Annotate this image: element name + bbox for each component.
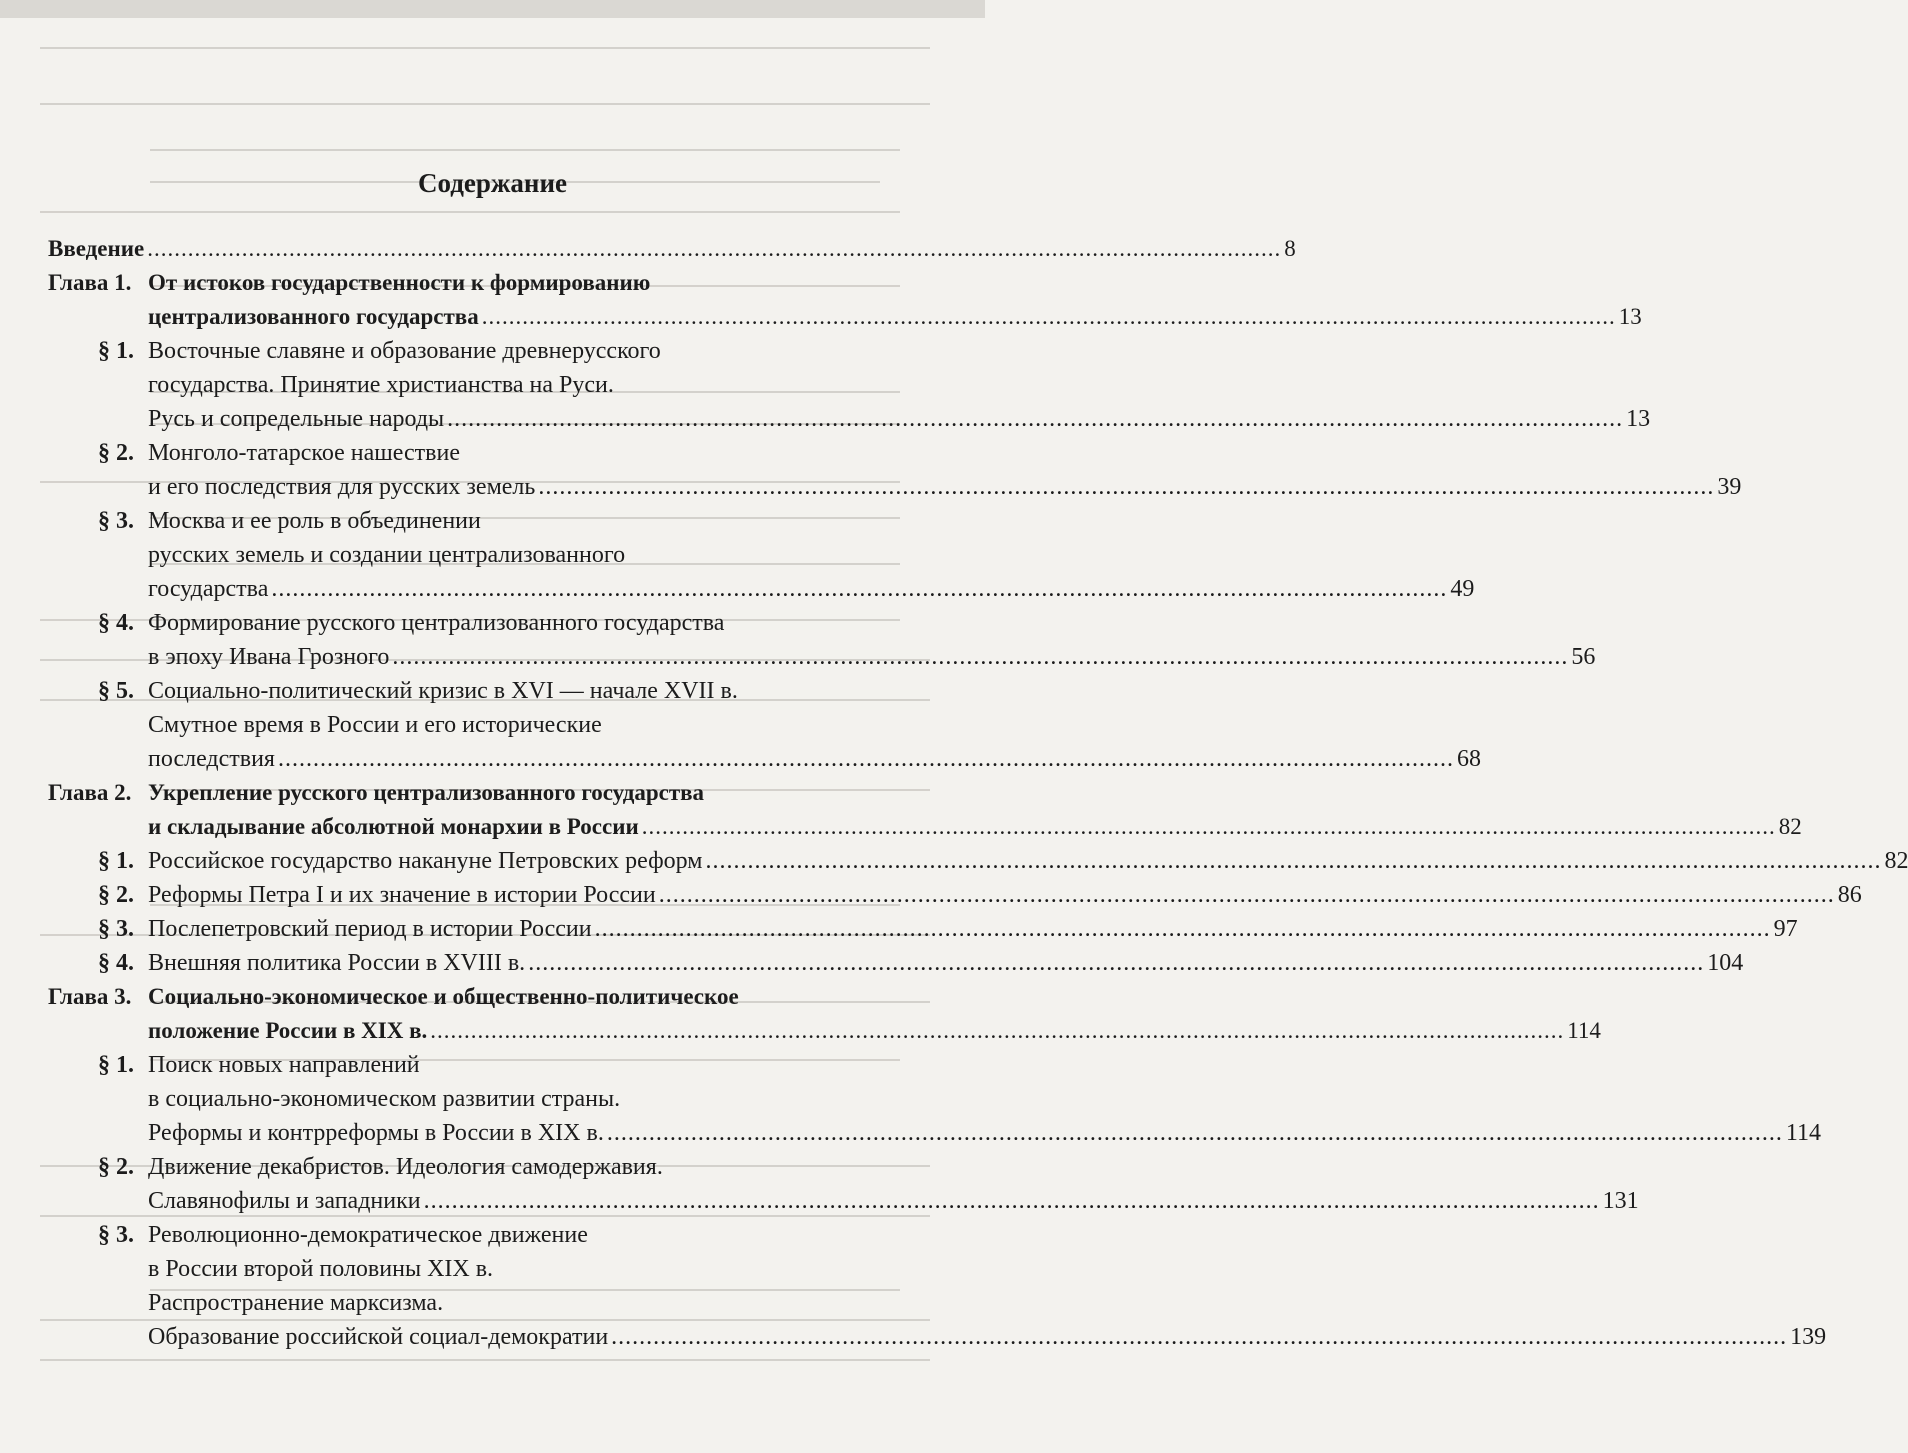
entry-last-line xyxy=(148,878,1862,912)
entry-title-text: Внешняя политика России в XVIII в. xyxy=(148,950,526,976)
section-body xyxy=(148,878,1862,912)
entry-last-line xyxy=(148,470,1742,504)
entry-title-line: От истоков государственности к формированию xyxy=(148,270,651,295)
dot-leader xyxy=(271,572,1447,606)
entry-title-text: Реформы и контрреформы в России в XIX в. xyxy=(148,1120,604,1146)
entry-title-text: и складывание абсолютной монархии в России xyxy=(148,814,639,839)
entry-last-line xyxy=(148,912,1798,946)
page-number: 82 xyxy=(1884,848,1908,874)
entry-title-text: положение России в XIX в. xyxy=(148,1018,428,1043)
dot-leader xyxy=(595,912,1771,946)
section-body xyxy=(148,606,1596,674)
entry-title-line: Социально-политический кризис в XVI — начале XVII в. xyxy=(148,678,738,704)
entry-title-line: в социально-экономическом развитии страны. xyxy=(148,1086,621,1112)
page-number: 82 xyxy=(1778,814,1802,839)
entry-title-line: Монголо-татарское нашествие xyxy=(148,440,460,466)
section-body xyxy=(148,334,1651,436)
chapter-body xyxy=(148,266,1642,334)
section-body xyxy=(148,946,1744,980)
page-number: 131 xyxy=(1602,1188,1639,1214)
entry-title-line: государства. Принятие христианства на Руси. xyxy=(148,372,614,398)
entry-title-line: Социально-экономическое и общественно-политическое xyxy=(148,984,739,1009)
chapter-body xyxy=(148,776,1802,844)
chapter-row xyxy=(48,980,1601,1048)
entry-title-text: Реформы Петра I и их значение в истории России xyxy=(148,882,656,908)
dot-leader xyxy=(482,300,1616,334)
toc-entry[interactable] xyxy=(48,912,1798,946)
section-number: § 2. xyxy=(98,440,134,466)
page-number: 68 xyxy=(1456,746,1481,772)
entry-last-line xyxy=(148,402,1651,436)
table-of-contents xyxy=(48,232,1908,1354)
section-number: § 2. xyxy=(98,882,134,908)
toc-entry[interactable] xyxy=(48,946,1744,980)
chapter-body xyxy=(148,980,1601,1048)
entry-title-line: Москва и ее роль в объединении xyxy=(148,508,481,534)
entry-title-text: Послепетровский период в истории России xyxy=(148,916,592,942)
entry-title-text: и его последствия для русских земель xyxy=(148,474,536,500)
entry-title-line: Формирование русского централизованного государства xyxy=(148,610,725,636)
dot-leader xyxy=(447,402,1623,436)
toc-entry[interactable] xyxy=(48,878,1862,912)
section-number: § 4. xyxy=(98,610,134,636)
entry-last-line xyxy=(148,1184,1639,1218)
page-number: 13 xyxy=(1618,304,1642,329)
entry-title-line: Укрепление русского централизованного государства xyxy=(148,780,705,805)
toc-entry[interactable] xyxy=(48,504,1475,606)
toc-entry[interactable] xyxy=(48,844,1908,878)
page-number: 13 xyxy=(1626,406,1651,432)
section-body xyxy=(148,1048,1821,1150)
dot-leader xyxy=(528,946,1704,980)
section-body xyxy=(148,912,1798,946)
entry-title-line: Смутное время в России и его исторические xyxy=(148,712,602,738)
page-number: 97 xyxy=(1773,916,1798,942)
entry-title-text: Образование российской социал-демократии xyxy=(148,1324,609,1350)
entry-title-text: Славянофилы и западники xyxy=(148,1188,421,1214)
entry-last-line xyxy=(48,232,1296,266)
chapter-row xyxy=(48,776,1802,844)
section-number: § 1. xyxy=(98,338,134,364)
dot-leader xyxy=(147,232,1281,266)
entry-title-text: Введение xyxy=(48,236,145,261)
page-number: 56 xyxy=(1571,644,1596,670)
chapter-label: Глава 1. xyxy=(48,270,132,295)
toc-entry[interactable] xyxy=(48,334,1651,436)
entry-title-text: последствия xyxy=(148,746,275,772)
page-title: Содержание xyxy=(417,168,568,198)
entry-title-line: в России второй половины XIX в. xyxy=(148,1256,494,1282)
page-number: 8 xyxy=(1284,236,1296,261)
entry-title-line: Распространение марксизма. xyxy=(148,1290,444,1316)
entry-last-line xyxy=(148,844,1908,878)
page-number: 86 xyxy=(1837,882,1862,908)
entry-last-line xyxy=(148,810,1802,844)
entry-title-text: государства xyxy=(148,576,269,602)
entry-last-line xyxy=(148,1116,1821,1150)
page-number: 114 xyxy=(1567,1018,1601,1043)
entry-title-line: Поиск новых направлений xyxy=(148,1052,420,1078)
toc-entry[interactable] xyxy=(48,1218,1827,1354)
entry-last-line xyxy=(148,640,1596,674)
entry-title-text: централизованного государства xyxy=(148,304,479,329)
section-number: § 4. xyxy=(98,950,134,976)
entry-last-line xyxy=(148,572,1475,606)
chapter-label: Глава 3. xyxy=(48,984,132,1009)
entry-title-text: Русь и сопредельные народы xyxy=(148,406,445,432)
section-number: § 3. xyxy=(98,916,134,942)
entry-title-text: в эпоху Ивана Грозного xyxy=(148,644,390,670)
toc-entry[interactable] xyxy=(48,232,1296,266)
dot-leader xyxy=(607,1116,1783,1150)
dot-leader xyxy=(705,844,1881,878)
section-body xyxy=(148,436,1742,504)
toc-entry[interactable] xyxy=(48,266,1642,334)
section-number: § 3. xyxy=(98,508,134,534)
entry-title-line: русских земель и создании централизованного xyxy=(148,542,626,568)
page-number: 49 xyxy=(1450,576,1475,602)
toc-entry[interactable] xyxy=(48,776,1802,844)
entry-title-line: Восточные славяне и образование древнерусского xyxy=(148,338,661,364)
toc-entry[interactable] xyxy=(48,980,1601,1048)
dot-leader xyxy=(278,742,1454,776)
entry-title-line: Революционно-демократическое движение xyxy=(148,1222,588,1248)
entry-title-line: Движение декабристов. Идеология самодержавия. xyxy=(148,1154,663,1180)
page-number: 39 xyxy=(1717,474,1742,500)
toc-entry[interactable] xyxy=(48,606,1596,674)
toc-entry[interactable] xyxy=(48,436,1742,504)
section-number: § 3. xyxy=(98,1222,134,1248)
page-number: 114 xyxy=(1785,1120,1821,1146)
entry-title-text: Российское государство накануне Петровских реформ xyxy=(148,848,703,874)
chapter-row xyxy=(48,266,1642,334)
dot-leader xyxy=(424,1184,1600,1218)
section-body xyxy=(148,844,1908,878)
dot-leader xyxy=(538,470,1714,504)
section-body xyxy=(148,1150,1639,1218)
entry-last-line xyxy=(148,300,1642,334)
entry-last-line xyxy=(148,742,1481,776)
dot-leader xyxy=(611,1320,1787,1354)
section-body xyxy=(148,674,1481,776)
section-number: § 2. xyxy=(98,1154,134,1180)
dot-leader xyxy=(392,640,1568,674)
toc-entry[interactable] xyxy=(48,1150,1639,1218)
toc-entry[interactable] xyxy=(48,1048,1821,1150)
dot-leader xyxy=(430,1014,1564,1048)
section-number: § 1. xyxy=(98,1052,134,1078)
chapter-label: Глава 2. xyxy=(48,780,132,805)
entry-last-line xyxy=(148,946,1744,980)
entry-last-line xyxy=(148,1014,1601,1048)
section-body xyxy=(148,1218,1827,1354)
page-number: 139 xyxy=(1790,1324,1827,1350)
entry-last-line xyxy=(148,1320,1827,1354)
toc-entry[interactable] xyxy=(48,674,1481,776)
section-body xyxy=(148,504,1475,606)
section-number: § 5. xyxy=(98,678,134,704)
dot-leader xyxy=(659,878,1835,912)
section-number: § 1. xyxy=(98,848,134,874)
dot-leader xyxy=(642,810,1776,844)
page-number: 104 xyxy=(1707,950,1744,976)
